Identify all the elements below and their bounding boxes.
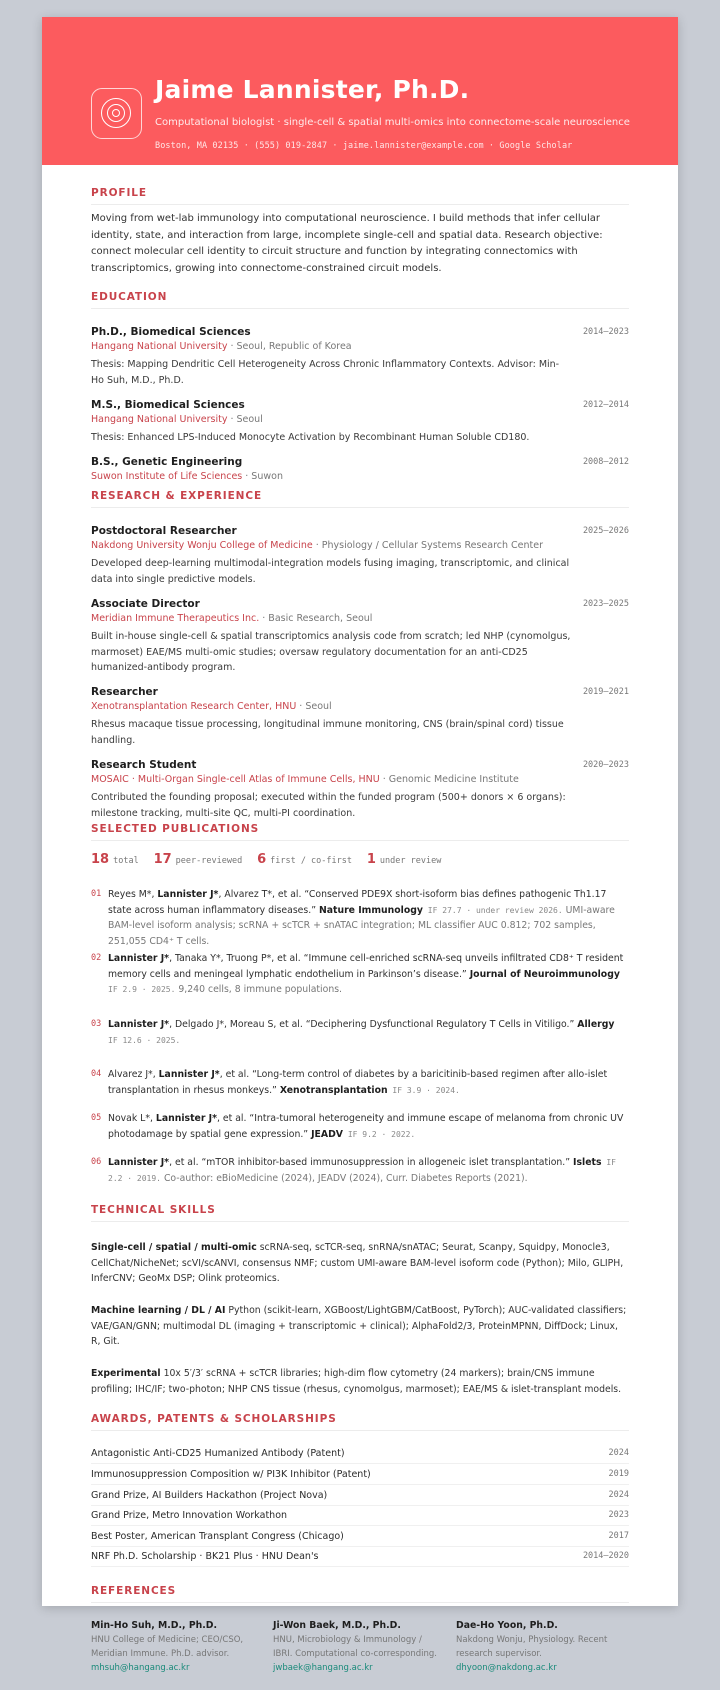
- pub-citation: , et al. “Long-term control of diabetes by a baricitinib-based regimen after allo-islet transplantation in rhesus monkeys.”: [108, 1069, 608, 1096]
- award-date: 2017: [608, 1531, 629, 1541]
- award-row: [91, 1506, 629, 1526]
- organization: Xenotransplantation Research Center, HNU: [91, 701, 297, 712]
- role: Postdoctoral Researcher: [91, 525, 237, 537]
- reference-card: [91, 1620, 261, 1675]
- skill-text: 10x 5′/3′ scRNA + scTCR libraries; high-dim flow cytometry (24 markers); brain/CNS immune profiling; IHC/IF; two-photon; NHP CNS tissue (rhesus, cynomolgus, marmoset); EAE/MS & islet-transplant models.: [91, 1368, 622, 1395]
- role: Associate Director: [91, 598, 200, 610]
- pub-self-author: Lannister J*: [158, 1069, 220, 1080]
- organization: Nakdong University Wonju College of Medicine: [91, 540, 313, 551]
- award-date: 2023: [608, 1510, 629, 1520]
- award-name: Grand Prize, AI Builders Hackathon (Project Nova): [91, 1490, 328, 1501]
- dates: 2020–2023: [582, 760, 629, 770]
- pub-note: Co-author: eBioMedicine (2024), JEADV (2024), Curr. Diabetes Reports (2021).: [160, 1172, 528, 1184]
- experience-entry: [91, 686, 629, 748]
- profile-text: Moving from wet-lab immunology into computational neuroscience. I build methods that infer cellular identity, state, and interaction from large, incomplete single-cell and spatial data. Research objective: connect molecular cell identity to circuit structure and function by integrating connectomics with transcriptomics, growing into connectome-constrained circuit models.: [91, 213, 603, 274]
- organization-line: [91, 539, 629, 553]
- reference-email[interactable]: dhyoon@nakdong.ac.kr: [456, 1663, 557, 1673]
- education-entry: [91, 326, 629, 388]
- skill-text: Python (scikit-learn, XGBoost/LightGBM/CatBoost, PyTorch); AUC-validated classifiers; VAE/GAN/GNN; multimodal DL (imaging + transcriptomic + clinical); AlphaFold2/3, ProteinMPNN, DiffDock; Linux, R, Git.: [91, 1305, 627, 1347]
- role: Researcher: [91, 686, 158, 698]
- award-row: [91, 1444, 629, 1464]
- description: Developed deep-learning multimodal-integration models fusing imaging, transcriptomic, and clinical data into single predictive models.: [91, 558, 570, 585]
- pub-authors-pre: Alvarez J*,: [108, 1069, 159, 1080]
- department: · Seoul: [296, 701, 332, 712]
- organization-line: [91, 773, 629, 787]
- pub-self-author: Lannister J*: [157, 889, 219, 900]
- section-title: EDUCATION: [91, 291, 629, 309]
- stat-review-count: 1: [366, 852, 376, 867]
- organization: Meridian Immune Therapeutics Inc.: [91, 613, 260, 624]
- location: · Seoul, Republic of Korea: [227, 341, 352, 352]
- publication-item: [91, 1067, 629, 1098]
- description: Rhesus macaque tissue processing, longitudinal immune monitoring, CNS (brain/spinal cord) tissue handling.: [91, 719, 564, 746]
- location: · Seoul: [227, 414, 263, 425]
- pub-journal: JEADV: [311, 1128, 343, 1140]
- award-name: NRF Ph.D. Scholarship · BK21 Plus · HNU Dean's: [91, 1551, 319, 1562]
- pub-citation: , Alvarez T*, et al. “Conserved PDE9X short-isoform bias defines pathogenic Th1.17 state across human inflammatory diseases.”: [108, 889, 607, 916]
- publication-item: [91, 1155, 629, 1186]
- award-date: 2024: [608, 1448, 629, 1458]
- publication-number: 04: [91, 1069, 102, 1079]
- resume-header: [42, 17, 678, 165]
- institution: Suwon Institute of Life Sciences: [91, 471, 243, 482]
- publication-number: 05: [91, 1113, 102, 1123]
- pub-meta: IF 12.6 · 2025.: [108, 1035, 181, 1045]
- award-row: [91, 1486, 629, 1506]
- description: Contributed the founding proposal; executed within the funded program (500+ donors × 6 organs): milestone tracking, multi-site QC, multi-PI coordination.: [91, 792, 566, 819]
- pub-self-author: Lannister J*: [155, 1113, 217, 1124]
- concentric-circles-icon: [91, 88, 142, 139]
- skill-label: Experimental: [91, 1368, 161, 1379]
- description: Built in-house single-cell & spatial transcriptomics analysis code from scratch; led NHP (cynomolgus, marmoset) EAE/MS multi-omic studies; oversaw regulatory documentation for an anti-CD25 humanized-antibody program.: [91, 631, 571, 673]
- pub-note: 9,240 cells, 8 immune populations.: [175, 984, 343, 995]
- experience-entry: [91, 525, 629, 587]
- reference-desc: HNU College of Medicine; CEO/CSO, Meridian Immune. Ph.D. advisor.: [91, 1635, 244, 1659]
- award-name: Immunosuppression Composition w/ PI3K Inhibitor (Patent): [91, 1469, 371, 1480]
- education-entry: [91, 399, 629, 446]
- dates: 2025–2026: [582, 526, 629, 536]
- profile-section: [91, 187, 629, 277]
- publications-section: [91, 823, 629, 841]
- stat-total-label: total: [113, 856, 139, 866]
- skill-label: Single-cell / spatial / multi-omic: [91, 1242, 257, 1253]
- thesis: Thesis: Enhanced LPS-Induced Monocyte Activation by Recombinant Human Soluble CD180.: [91, 432, 530, 443]
- candidate-name: Jaime Lannister, Ph.D.: [155, 75, 470, 104]
- pub-journal: Xenotransplantation: [279, 1084, 388, 1096]
- references-section: [91, 1585, 629, 1603]
- reference-email[interactable]: mhsuh@hangang.ac.kr: [91, 1663, 190, 1673]
- publication-number: 06: [91, 1157, 102, 1167]
- section-title: PROFILE: [91, 187, 629, 205]
- publication-item: [91, 887, 629, 949]
- reference-desc: Nakdong Wonju, Physiology. Recent research supervisor.: [456, 1635, 608, 1659]
- pub-citation: , et al. “mTOR inhibitor-based immunosuppression in allogeneic islet transplantation.”: [169, 1157, 574, 1168]
- stat-first-label: first / co-first: [270, 856, 352, 866]
- section-title: RESEARCH & EXPERIENCE: [91, 490, 629, 508]
- pub-journal: Islets: [573, 1157, 602, 1168]
- institution-line: [91, 413, 629, 427]
- pub-citation: , et al. “Intra-tumoral heterogeneity and immune escape of melanoma from chronic UV photodamage by spatial gene expression.”: [108, 1113, 624, 1140]
- experience-section: [91, 490, 629, 508]
- pub-self-author: Lannister J*: [108, 1019, 170, 1030]
- publication-number: 03: [91, 1019, 102, 1029]
- reference-email[interactable]: jwbaek@hangang.ac.kr: [273, 1663, 373, 1673]
- stat-peer-label: peer-reviewed: [175, 856, 243, 866]
- degree: Ph.D., Biomedical Sciences: [91, 326, 251, 338]
- department: · Genomic Medicine Institute: [379, 774, 519, 785]
- pub-authors-pre: Novak L*,: [108, 1113, 156, 1124]
- resume-page: [42, 17, 678, 1673]
- skill-group: [91, 1366, 629, 1397]
- award-row: [91, 1527, 629, 1547]
- pub-meta: IF 27.7 · under review 2026.: [422, 905, 563, 915]
- publication-item: [91, 951, 629, 998]
- degree: B.S., Genetic Engineering: [91, 456, 243, 468]
- section-title: REFERENCES: [91, 1585, 629, 1603]
- contact-line: Boston, MA 02135 · (555) 019-2847 · jaime.lannister@example.com · Google Scholar: [155, 141, 573, 151]
- stat-total-count: 18: [91, 852, 110, 867]
- references-grid: [91, 1620, 629, 1690]
- reference-name: Min-Ho Suh, M.D., Ph.D.: [91, 1620, 218, 1631]
- stat-peer-count: 17: [153, 852, 172, 867]
- reference-desc: HNU, Microbiology & Immunology / IBRI. Computational co-corresponding.: [273, 1635, 437, 1659]
- location: · Suwon: [242, 471, 283, 482]
- reference-card: [273, 1620, 443, 1675]
- pub-self-author: Lannister J*: [108, 953, 170, 964]
- department: · Physiology / Cellular Systems Research Center: [312, 540, 544, 551]
- section-title: SELECTED PUBLICATIONS: [91, 823, 629, 841]
- award-name: Grand Prize, Metro Innovation Workathon: [91, 1510, 288, 1521]
- organization-line: [91, 612, 629, 626]
- department: · Basic Research, Seoul: [259, 613, 373, 624]
- skill-text: scRNA-seq, scTCR-seq, snRNA/snATAC; Seurat, Scanpy, Squidpy, Monocle3, CellChat/NicheNet; scVI/scANVI, consensus NMF; custom UMI-aware BAM-level isoform code (Python); Milo, GLIPH, InferCNV; GeoMx DSP; Olink proteomics.: [91, 1242, 624, 1284]
- publication-item: [91, 1111, 629, 1142]
- stat-first-count: 6: [257, 852, 267, 867]
- institution-line: [91, 470, 629, 484]
- award-name: Best Poster, American Transplant Congress (Chicago): [91, 1531, 344, 1542]
- tagline: Computational biologist · single-cell & spatial multi-omics into connectome-scale neuroscience: [155, 117, 630, 128]
- pub-authors-pre: Reyes M*,: [108, 889, 158, 900]
- publication-number: 02: [91, 953, 102, 963]
- pub-self-author: Lannister J*: [108, 1157, 170, 1168]
- thesis: Thesis: Mapping Dendritic Cell Heterogeneity Across Chronic Inflammatory Contexts. Advisor: Min-Ho Suh, M.D., Ph.D.: [91, 359, 560, 386]
- institution-line: [91, 340, 629, 354]
- pub-meta: IF 2.9 · 2025.: [108, 985, 176, 994]
- organization-line: [91, 700, 629, 714]
- experience-entry: [91, 598, 629, 676]
- award-date: 2019: [608, 1469, 629, 1479]
- publication-number: 01: [91, 889, 102, 899]
- education-entry: [91, 456, 629, 484]
- dates: 2014–2023: [582, 327, 629, 337]
- pub-journal: Allergy: [577, 1019, 615, 1030]
- pub-meta: IF 9.2 · 2022.: [343, 1129, 416, 1139]
- experience-entry: [91, 759, 629, 821]
- publication-stats: [91, 852, 453, 867]
- education-section: [91, 291, 629, 309]
- skill-group: [91, 1303, 629, 1350]
- dates: 2023–2025: [582, 599, 629, 609]
- skills-section: [91, 1204, 629, 1222]
- reference-card: [456, 1620, 626, 1675]
- award-row: [91, 1465, 629, 1485]
- pub-citation: , Tanaka Y*, Truong P*, et al. “Immune cell-enriched scRNA-seq unveils infiltrated CD8⁺ T resident memory cells and meningeal lymphatic endothelium in Parkinson’s disease.”: [108, 953, 624, 980]
- pub-journal: Journal of Neuroimmunology: [469, 968, 620, 980]
- reference-name: Ji-Won Baek, M.D., Ph.D.: [273, 1620, 401, 1631]
- reference-name: Dae-Ho Yoon, Ph.D.: [456, 1620, 558, 1631]
- award-date: 2024: [608, 1490, 629, 1500]
- institution: Hangang National University: [91, 414, 228, 425]
- section-title: TECHNICAL SKILLS: [91, 1204, 629, 1222]
- degree: M.S., Biomedical Sciences: [91, 399, 245, 411]
- section-title: AWARDS, PATENTS & SCHOLARSHIPS: [91, 1413, 629, 1431]
- pub-citation: , Delgado J*, Moreau S, et al. “Deciphering Dysfunctional Regulatory T Cells in Vitiligo.”: [169, 1019, 578, 1030]
- award-date: 2014–2020: [582, 1551, 629, 1561]
- stat-review-label: under review: [379, 856, 442, 866]
- award-name: Antagonistic Anti-CD25 Humanized Antibody (Patent): [91, 1448, 345, 1459]
- pub-note: UMI-aware BAM-level isoform analysis; scRNA + scTCR + snATAC integration; ML classifier AUC 0.812; 702 samples, 251,055 CD4⁺ T cells.: [108, 904, 615, 947]
- skill-label: Machine learning / DL / AI: [91, 1305, 226, 1316]
- award-row: [91, 1547, 629, 1567]
- dates: 2012–2014: [582, 400, 629, 410]
- institution: Hangang National University: [91, 341, 228, 352]
- pub-meta: IF 3.9 · 2024.: [387, 1085, 460, 1095]
- role: Research Student: [91, 759, 197, 771]
- awards-section: [91, 1413, 629, 1431]
- publication-item: [91, 1017, 629, 1048]
- organization: MOSAIC · Multi-Organ Single-cell Atlas of Immune Cells, HNU: [91, 774, 380, 785]
- dates: 2008–2012: [582, 457, 629, 467]
- pub-journal: Nature Immunology: [318, 904, 423, 916]
- dates: 2019–2021: [582, 687, 629, 697]
- pub-meta: IF 2.2 · 2019.: [108, 1158, 616, 1183]
- skill-group: [91, 1240, 629, 1287]
